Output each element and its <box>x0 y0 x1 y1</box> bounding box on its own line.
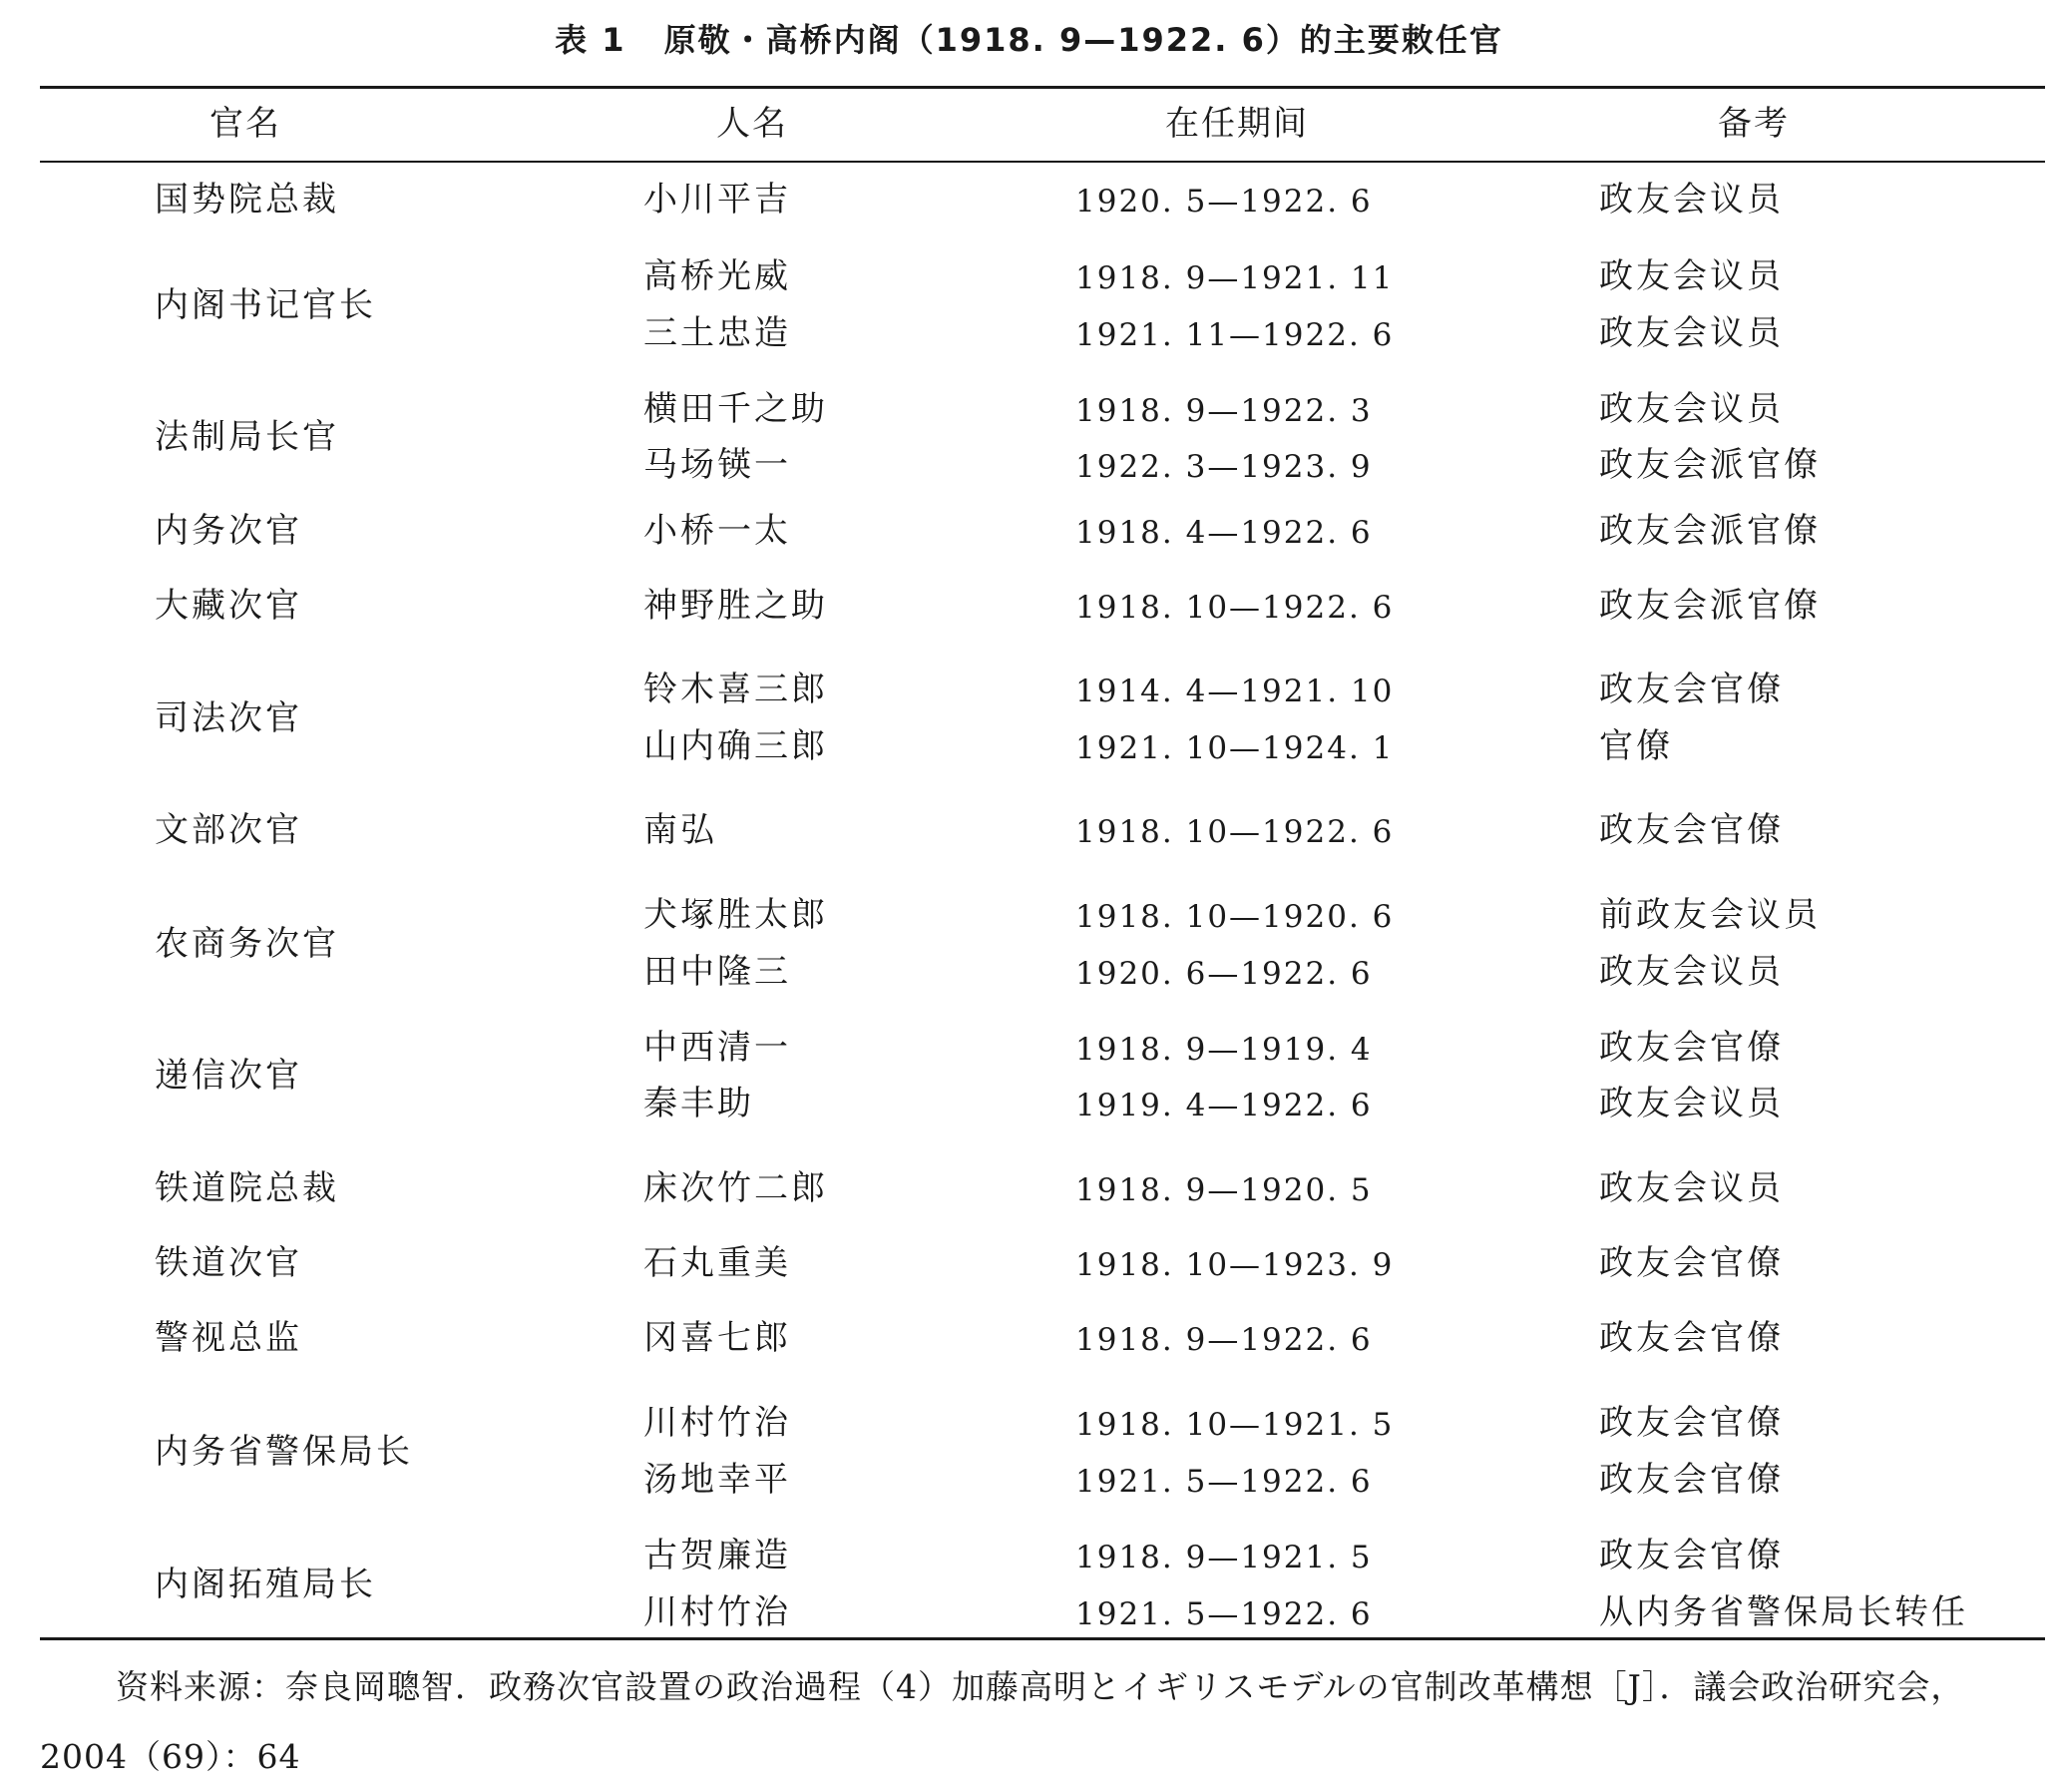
remark-cell: 政友会官僚 <box>1599 1536 1784 1575</box>
person-name-cell: 田中隆三 <box>643 952 791 992</box>
tenure-period-cell: 1920. 6—1922. 6 <box>1075 956 1373 992</box>
person-name-cell: 小桥一太 <box>643 511 791 551</box>
person-name-cell: 铃木喜三郎 <box>643 670 828 709</box>
person-name-cell: 秦丰助 <box>643 1084 754 1123</box>
office-cell: 铁道次官 <box>155 1243 302 1283</box>
person-name-cell: 床次竹二郎 <box>643 1168 828 1208</box>
person-name-cell: 南弘 <box>643 810 717 850</box>
tenure-period-cell: 1918. 9—1921. 5 <box>1075 1540 1373 1575</box>
tenure-period-cell: 1919. 4—1922. 6 <box>1075 1088 1373 1123</box>
tenure-period-cell: 1918. 10—1921. 5 <box>1075 1407 1395 1443</box>
tenure-period-cell: 1918. 9—1919. 4 <box>1075 1032 1373 1068</box>
person-name-cell: 高桥光威 <box>643 256 791 296</box>
remark-cell: 政友会官僚 <box>1599 1028 1784 1068</box>
tenure-period-cell: 1918. 4—1922. 6 <box>1075 515 1373 551</box>
remark-cell: 政友会议员 <box>1599 313 1784 353</box>
table-number: 表 1 <box>555 21 626 59</box>
header-person: 人名 <box>716 104 788 144</box>
office-cell: 司法次官 <box>155 697 302 738</box>
remark-cell: 政友会官僚 <box>1599 810 1784 850</box>
remark-cell: 政友会议员 <box>1599 952 1784 992</box>
remark-cell: 政友会官僚 <box>1599 1318 1784 1358</box>
tenure-period-cell: 1920. 5—1922. 6 <box>1075 184 1373 220</box>
tenure-period-cell: 1918. 9—1922. 6 <box>1075 1322 1373 1358</box>
tenure-period-cell: 1921. 5—1922. 6 <box>1075 1596 1373 1632</box>
header-period: 在任期间 <box>1165 104 1309 144</box>
person-name-cell: 古贺廉造 <box>643 1536 791 1575</box>
table-source-note: 资料来源：奈良岡聰智．政務次官設置の政治過程（4）加藤高明とイギリスモデルの官制改革構想［J］．議会政治研究会，2004（69）：64 <box>40 1667 1965 1776</box>
header-remark: 备考 <box>1718 104 1790 144</box>
tenure-period-cell: 1921. 10—1924. 1 <box>1075 730 1395 766</box>
person-name-cell: 马场锳一 <box>643 445 791 485</box>
person-name-cell: 冈喜七郎 <box>643 1318 791 1358</box>
office-cell: 内务省警保局长 <box>155 1431 413 1472</box>
remark-cell: 政友会官僚 <box>1599 1460 1784 1500</box>
remark-cell: 政友会议员 <box>1599 256 1784 296</box>
table-header-rule <box>40 161 2045 163</box>
office-cell: 内阁书记官长 <box>155 284 376 325</box>
person-name-cell: 三土忠造 <box>643 313 791 353</box>
office-cell: 递信次官 <box>155 1056 302 1096</box>
tenure-period-cell: 1918. 10—1922. 6 <box>1075 814 1395 850</box>
remark-cell: 政友会议员 <box>1599 1168 1784 1208</box>
tenure-period-cell: 1918. 10—1920. 6 <box>1075 899 1395 935</box>
remark-cell: 前政友会议员 <box>1599 895 1821 935</box>
remark-cell: 政友会派官僚 <box>1599 445 1821 485</box>
table-title: 原敬・高桥内阁（1918. 9—1922. 6）的主要敕任官 <box>663 21 1503 59</box>
remark-cell: 政友会议员 <box>1599 180 1784 220</box>
person-name-cell: 犬塚胜太郎 <box>643 895 828 935</box>
person-name-cell: 中西清一 <box>643 1028 791 1068</box>
remark-cell: 政友会议员 <box>1599 1084 1784 1123</box>
remark-cell: 政友会官僚 <box>1599 670 1784 709</box>
tenure-period-cell: 1921. 5—1922. 6 <box>1075 1464 1373 1500</box>
person-name-cell: 山内确三郎 <box>643 726 828 766</box>
person-name-cell: 石丸重美 <box>643 1243 791 1283</box>
person-name-cell: 神野胜之助 <box>643 586 828 626</box>
remark-cell: 政友会派官僚 <box>1599 586 1821 626</box>
person-name-cell: 汤地幸平 <box>643 1460 791 1500</box>
remark-cell: 政友会议员 <box>1599 389 1784 429</box>
table-top-rule <box>40 86 2045 89</box>
person-name-cell: 横田千之助 <box>643 389 828 429</box>
table-bottom-rule <box>40 1637 2045 1640</box>
office-cell: 文部次官 <box>155 810 302 850</box>
tenure-period-cell: 1918. 10—1922. 6 <box>1075 590 1395 626</box>
office-cell: 国势院总裁 <box>155 180 339 220</box>
office-cell: 内阁拓殖局长 <box>155 1564 376 1604</box>
office-cell: 铁道院总裁 <box>155 1168 339 1208</box>
tenure-period-cell: 1921. 11—1922. 6 <box>1075 317 1395 353</box>
remark-cell: 政友会官僚 <box>1599 1403 1784 1443</box>
tenure-period-cell: 1918. 9—1921. 11 <box>1075 260 1395 296</box>
remark-cell: 政友会派官僚 <box>1599 511 1821 551</box>
office-cell: 农商务次官 <box>155 923 339 964</box>
office-cell: 警视总监 <box>155 1318 302 1358</box>
remark-cell: 政友会官僚 <box>1599 1243 1784 1283</box>
remark-cell: 官僚 <box>1599 726 1673 766</box>
person-name-cell: 小川平吉 <box>643 180 791 220</box>
person-name-cell: 川村竹治 <box>643 1592 791 1632</box>
tenure-period-cell: 1914. 4—1921. 10 <box>1075 673 1395 709</box>
office-cell: 法制局长官 <box>155 417 339 457</box>
tenure-period-cell: 1922. 3—1923. 9 <box>1075 449 1373 485</box>
tenure-period-cell: 1918. 9—1920. 5 <box>1075 1172 1373 1208</box>
person-name-cell: 川村竹治 <box>643 1403 791 1443</box>
header-office: 官名 <box>209 104 281 144</box>
tenure-period-cell: 1918. 9—1922. 3 <box>1075 393 1373 429</box>
office-cell: 内务次官 <box>155 511 302 551</box>
remark-cell: 从内务省警保局长转任 <box>1599 1592 1968 1632</box>
tenure-period-cell: 1918. 10—1923. 9 <box>1075 1247 1395 1283</box>
office-cell: 大藏次官 <box>155 586 302 626</box>
table-caption <box>0 14 2058 66</box>
